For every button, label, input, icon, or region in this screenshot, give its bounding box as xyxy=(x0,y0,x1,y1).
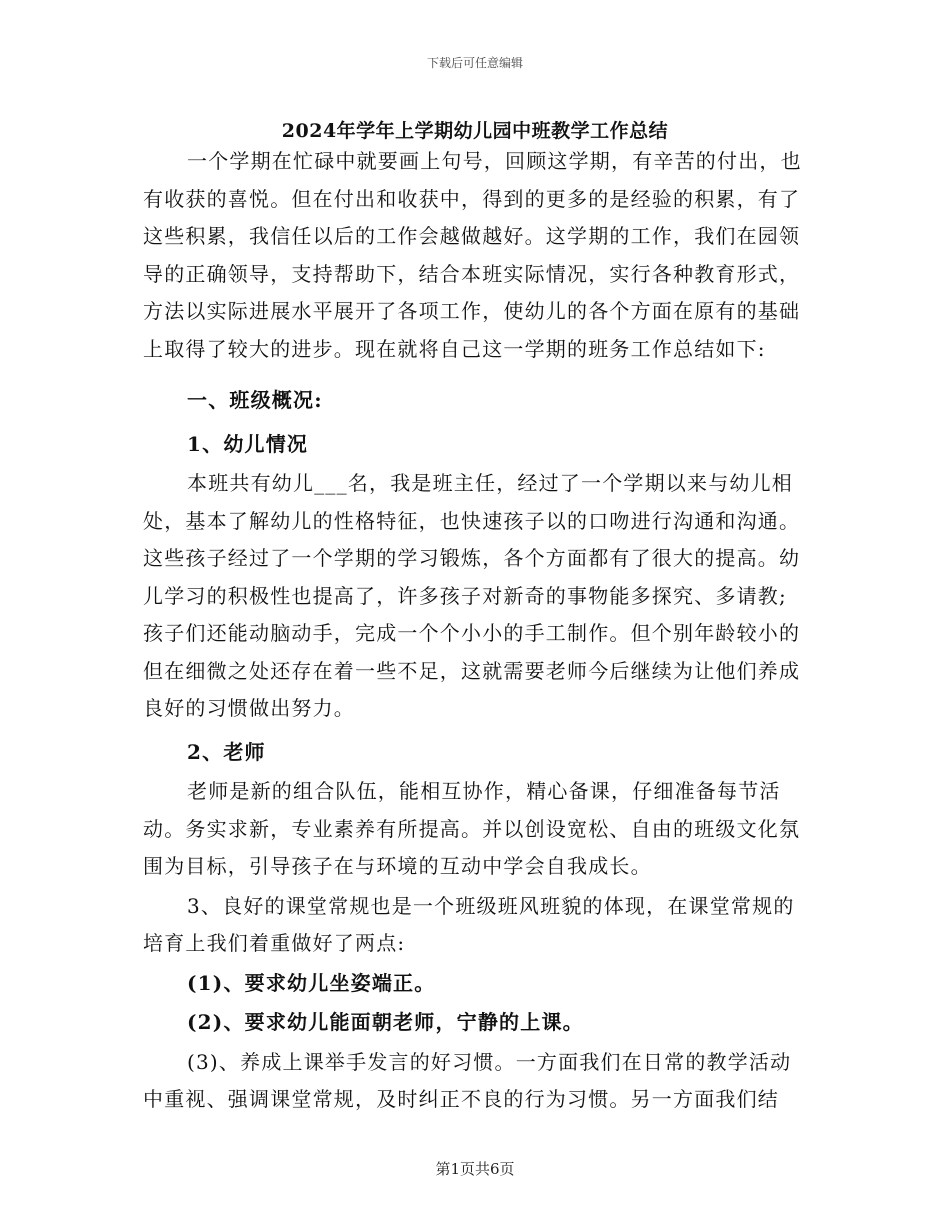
paragraph-intro: 一个学期在忙碌中就要画上句号，回顾这学期，有辛苦的付出，也有收获的喜悦。但在付出和收获中，得到的更多的是经验的积累，有了这些积累，我信任以后的工作会越做越好。这学期的工作，我们在园领导的正确领导，支持帮助下，结合本班实际情况，实行各种教育形式，方法以实际进展水平展开了各项工作，使幼儿的各个方面在原有的基础上取得了较大的进步。现在就将自己这一学期的班务工作总结如下: xyxy=(143,149,802,361)
paragraph-teachers: 老师是新的组合队伍，能相互协作，精心备课，仔细准备每节活动。务实求新，专业素养有所提高。并以创设宽松、自由的班级文化氛围为目标，引导孩子在与环境的互动中学会自我成长。 xyxy=(143,779,801,878)
rule-point-2: (2)、要求幼儿能面朝老师，宁静的上课。 xyxy=(187,1010,584,1034)
paragraph-children: 本班共有幼儿___名，我是班主任，经过了一个学期以来与幼儿相处，基本了解幼儿的性格特征，也快速孩子以的口吻进行沟通和沟通。这些孩子经过了一个学期的学习锻炼，各个方面都有了很大的提高。幼儿学习的积极性也提高了，许多孩子对新奇的事物能多探究、多请教;孩子们还能动脑动手，完成一个个小小的手工制作。但个别年龄较小的但在细微之处还存在着一些不足，这就需要老师今后继续为让他们养成良好的习惯做出努力。 xyxy=(143,471,801,720)
paragraph-classroom-rules: 3、良好的课堂常规也是一个班级班风班貌的体现，在课堂常规的培育上我们着重做好了两点: xyxy=(143,893,795,955)
document-body xyxy=(143,143,803,1119)
header-note: 下载后可任意编辑 xyxy=(426,56,523,70)
subheading-children: 1、幼儿情况 xyxy=(187,431,309,456)
rule-point-1: (1)、要求幼儿坐姿端正。 xyxy=(187,970,436,995)
page-footer: 第1页共6页 xyxy=(435,1160,515,1178)
document-title: 2024年学年上学期幼儿园中班教学工作总结 xyxy=(281,120,669,142)
section-heading-class-overview: 一、班级概况: xyxy=(187,388,323,412)
rule-point-3: (3)、养成上课举手发言的好习惯。一方面我们在日常的教学活动中重视、强调课堂常规，及时纠正不良的行为习惯。另一方面我们结 xyxy=(143,1049,792,1111)
subheading-teachers: 2、老师 xyxy=(187,739,266,764)
